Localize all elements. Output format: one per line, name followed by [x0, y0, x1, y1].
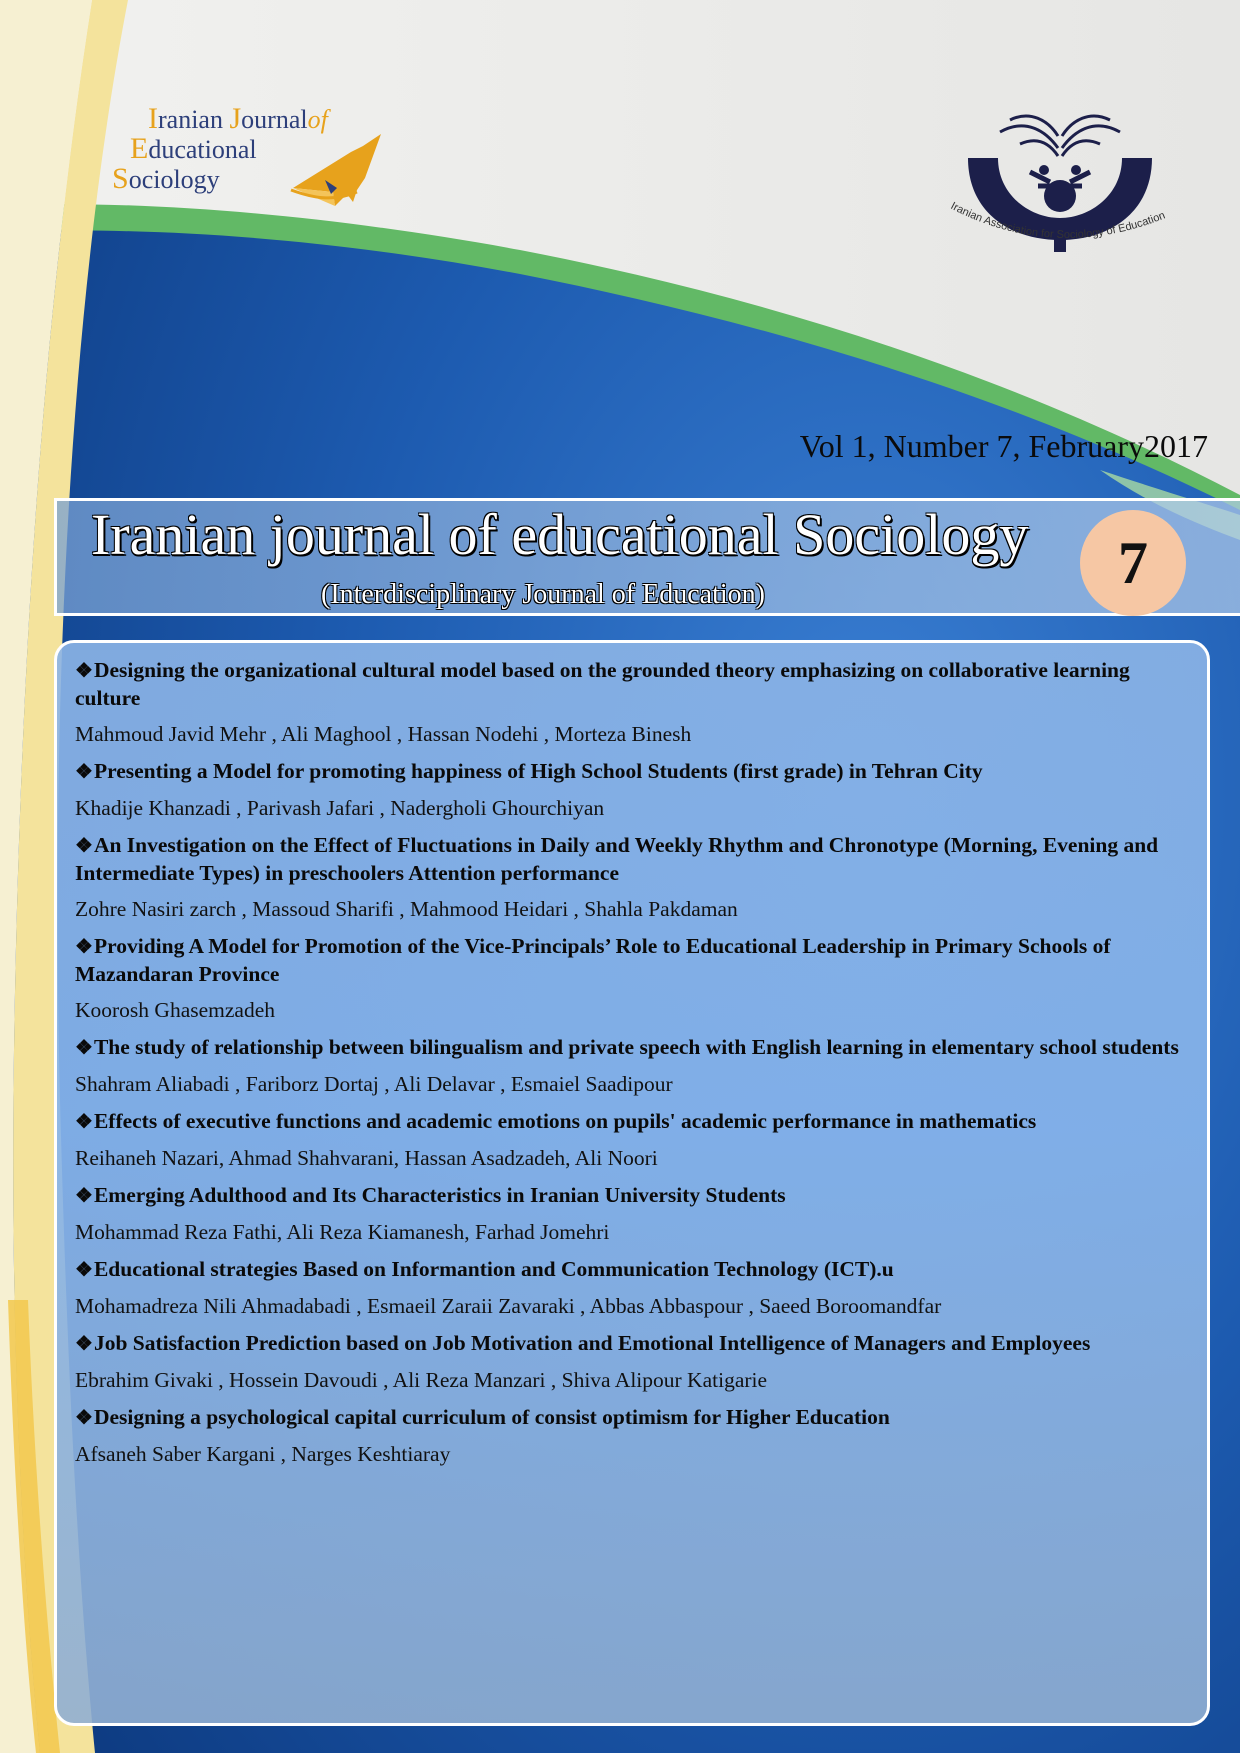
bullet-icon: ❖ — [75, 1111, 93, 1133]
article-title: ❖Designing the organizational cultural model based on the grounded theory emphasizing on collaborative learning culture — [75, 658, 1130, 710]
table-of-contents — [54, 640, 1210, 1726]
logo-line-2: Educational — [130, 132, 257, 165]
title-banner — [54, 498, 1240, 616]
bullet-icon: ❖ — [75, 835, 93, 857]
article-title: ❖An Investigation on the Effect of Fluctuations in Daily and Weekly Rhythm and Chronotype (Morning, Evening and Intermediate Types) in preschoolers Attention performance — [75, 833, 1159, 885]
logo-line-1: Iranian Journalof — [148, 102, 328, 135]
article-title: ❖Designing a psychological capital curriculum of consist optimism for Higher Education — [75, 1405, 890, 1429]
volume-info: Vol 1, Number 7, February2017 — [799, 428, 1208, 464]
issue-number-badge: 7 — [1080, 510, 1186, 616]
article-entry — [75, 1404, 1187, 1468]
journal-title: Iranian journal of educational Sociology — [91, 502, 1029, 567]
article-entry — [75, 1182, 1187, 1246]
article-authors: Reihaneh Nazari, Ahmad Shahvarani, Hassan Asadzadeh, Ali Noori — [75, 1146, 658, 1170]
journal-logo — [108, 104, 408, 214]
article-title: ❖Providing A Model for Promotion of the Vice-Principals’ Role to Educational Leadership in Primary Schools of Mazandaran Province — [75, 934, 1111, 986]
article-title: ❖The study of relationship between bilingualism and private speech with English learning in elementary school students — [75, 1035, 1179, 1059]
bullet-icon: ❖ — [75, 660, 93, 682]
bullet-icon: ❖ — [75, 1259, 93, 1281]
article-authors: Mohamadreza Nili Ahmadabadi , Esmaeil Zaraii Zavaraki , Abbas Abbaspour , Saeed Boroomandfar — [75, 1294, 942, 1318]
article-authors: Afsaneh Saber Kargani , Narges Keshtiaray — [75, 1442, 451, 1466]
article-authors: Khadije Khanzadi , Parivash Jafari , Nadergholi Ghourchiyan — [75, 796, 605, 820]
bullet-icon: ❖ — [75, 1333, 93, 1355]
article-title: ❖Educational strategies Based on Informantion and Communication Technology (ICT).u — [75, 1257, 894, 1281]
article-authors: Zohre Nasiri zarch , Massoud Sharifi , Mahmood Heidari , Shahla Pakdaman — [75, 897, 738, 921]
article-title: ❖Emerging Adulthood and Its Characteristics in Iranian University Students — [75, 1183, 786, 1207]
article-title: ❖Effects of executive functions and academic emotions on pupils' academic performance in mathematics — [75, 1109, 1037, 1133]
pen-icon — [273, 132, 393, 214]
article-entry — [75, 1034, 1187, 1098]
bullet-icon: ❖ — [75, 1037, 93, 1059]
association-logo — [930, 100, 1200, 270]
bullet-icon: ❖ — [75, 1407, 93, 1429]
article-authors: Mahmoud Javid Mehr , Ali Maghool , Hassan Nodehi , Morteza Binesh — [75, 722, 692, 746]
article-entry — [75, 1256, 1187, 1320]
journal-subtitle: (Interdisciplinary Journal of Education) — [321, 579, 765, 610]
article-entry — [75, 1330, 1187, 1394]
article-authors: Shahram Aliabadi , Fariborz Dortaj , Ali Delavar , Esmaiel Saadipour — [75, 1072, 673, 1096]
article-list — [75, 657, 1187, 1468]
bullet-icon: ❖ — [75, 761, 93, 783]
article-authors: Ebrahim Givaki , Hossein Davoudi , Ali Reza Manzari , Shiva Alipour Katigarie — [75, 1368, 768, 1392]
article-title: ❖Job Satisfaction Prediction based on Job Motivation and Emotional Intelligence of Managers and Employees — [75, 1331, 1091, 1355]
bullet-icon: ❖ — [75, 1185, 93, 1207]
association-emblem-icon — [930, 100, 1200, 270]
article-entry — [75, 1108, 1187, 1172]
association-name: Iranian Association for Sociology of Education — [948, 200, 1167, 242]
article-title: ❖Presenting a Model for promoting happiness of High School Students (first grade) in Tehran City — [75, 759, 983, 783]
article-authors: Mohammad Reza Fathi, Ali Reza Kiamanesh, Farhad Jomehri — [75, 1220, 610, 1244]
article-entry — [75, 933, 1187, 1024]
article-entry — [75, 758, 1187, 822]
article-entry — [75, 832, 1187, 923]
logo-line-3: Sociology — [112, 162, 220, 195]
article-authors: Koorosh Ghasemzadeh — [75, 998, 276, 1022]
bullet-icon: ❖ — [75, 936, 93, 958]
article-entry — [75, 657, 1187, 748]
